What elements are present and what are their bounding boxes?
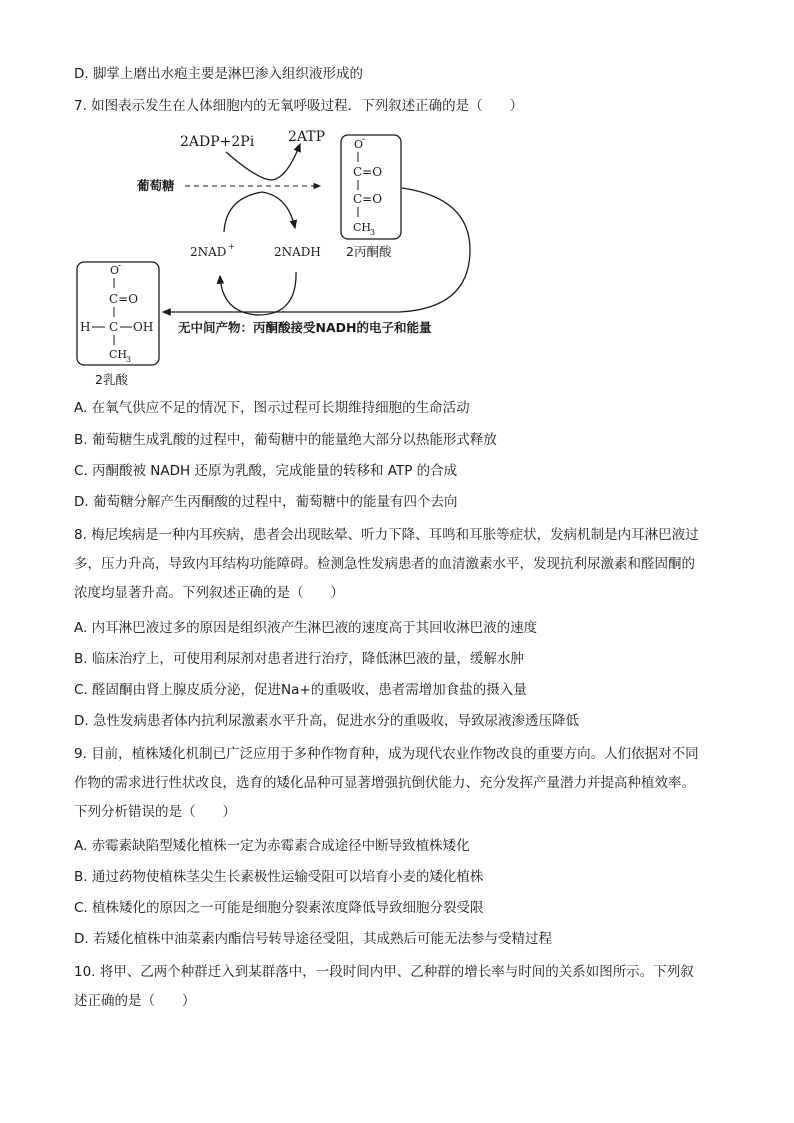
q10-stem-line: 述正确的是（ ） (74, 993, 196, 1009)
nad-sup: + (228, 242, 235, 251)
q9-option-b: B. 通过药物使植株茎尖生长素极性运输受阻可以培育小麦的矮化植株 (74, 869, 484, 885)
q6-option-d: D. 脚掌上磨出水疱主要是淋巴渗入组织液形成的 (74, 66, 363, 82)
q8-stem (74, 521, 724, 608)
q9-option-c: C. 植株矮化的原因之一可能是细胞分裂素浓度降低导致细胞分裂受限 (74, 900, 484, 916)
q10-stem-line: 10. 将甲、乙两个种群迁入到某群落中，一段时间内甲、乙种群的增长率与时间的关系如图所示。下列叙 (74, 964, 694, 980)
lactate-label: 2乳酸 (95, 372, 128, 387)
nad-label: 2NAD (190, 245, 227, 259)
q7-option-d: D. 葡萄糖分解产生丙酮酸的过程中，葡萄糖中的能量有四个去向 (74, 494, 458, 510)
lactate-h: H (80, 320, 91, 334)
glucose-label: 葡萄糖 (137, 178, 175, 193)
lactate-ch3-sub: 3 (126, 355, 132, 364)
q9-option-a: A. 赤霉素缺陷型矮化植株一定为赤霉素合成途径中断导致植株矮化 (74, 838, 470, 854)
q7-option-a: A. 在氧气供应不足的情况下，图示过程可长期维持细胞的生命活动 (74, 400, 470, 416)
lactate-oh: OH (133, 320, 154, 334)
pyruvate-c2: C=O (353, 192, 383, 206)
q9-stem (74, 740, 724, 827)
nad-nadh-arrow (224, 192, 295, 232)
anaerobic-respiration-diagram (0, 110, 794, 400)
lactate-c1: C=O (109, 292, 139, 306)
q8-stem-line: 多，压力升高，导致内耳结构功能障碍。检测急性发病患者的血清激素水平，发现抗利尿激素和醛固酮的 (74, 556, 695, 572)
q8-stem-line: 浓度均显著升高。下列叙述正确的是（ ） (74, 585, 344, 601)
q9-stem-line: 下列分析错误的是（ ） (74, 804, 236, 820)
pyruvate-ch3: CH (353, 221, 372, 234)
pyruvate-minus: - (362, 135, 366, 145)
q9-stem-line: 9. 目前，植株矮化机制已广泛应用于多种作物育种，成为现代农业作物改良的重要方向。人们依据对不同 (74, 746, 699, 762)
lactate-o-minus: O (110, 264, 120, 277)
nadh-return-arrow (220, 272, 296, 315)
note-text: 无中间产物：丙酮酸接受NADH的电子和能量 (178, 320, 432, 335)
q8-option-b: B. 临床治疗上，可使用利尿剂对患者进行治疗，降低淋巴液的量，缓解水肿 (74, 651, 524, 667)
q7-stem: 7. 如图表示发生在人体细胞内的无氧呼吸过程．下列叙述正确的是（ ） (74, 98, 524, 114)
q7-option-c: C. 丙酮酸被 NADH 还原为乳酸，完成能量的转移和 ATP 的合成 (74, 463, 458, 479)
lactate-ch3: CH (109, 348, 128, 361)
atp-label: 2ATP (288, 129, 326, 145)
q8-option-d: D. 急性发病患者体内抗利尿激素水平升高，促进水分的重吸收，导致尿液渗透压降低 (74, 713, 579, 729)
q7-option-b: B. 葡萄糖生成乳酸的过程中，葡萄糖中的能量绝大部分以热能形式释放 (74, 432, 497, 448)
q9-stem-line: 作物的需求进行性状改良，选育的矮化品种可显著增强抗倒伏能力、充分发挥产量潜力并提高种植效率。 (74, 775, 695, 791)
q10-stem (74, 958, 724, 1016)
lactate-minus: - (118, 261, 122, 271)
q8-option-c: C. 醛固酮由肾上腺皮质分泌，促进Na+的重吸收，患者需增加食盐的摄入量 (74, 682, 527, 698)
q8-stem-line: 8. 梅尼埃病是一种内耳疾病，患者会出现眩晕、听力下降、耳鸣和耳胀等症状，发病机制是内耳淋巴液过 (74, 527, 699, 543)
adp-label: 2ADP+2Pi (180, 134, 255, 150)
q8-option-a: A. 内耳淋巴液过多的原因是组织液产生淋巴液的速度高于其回收淋巴液的速度 (74, 620, 538, 636)
pyruvate-ch3-sub: 3 (370, 228, 376, 237)
lactate-c2: C (109, 320, 119, 334)
pyruvate-label: 2丙酮酸 (346, 244, 392, 259)
pyruvate-c1: C=O (353, 165, 383, 179)
pyruvate-o-minus: O (354, 138, 364, 151)
nadh-label: 2NADH (274, 245, 321, 259)
q9-option-d: D. 若矮化植株中油菜素内酯信号转导途径受阻，其成熟后可能无法参与受精过程 (74, 931, 552, 947)
